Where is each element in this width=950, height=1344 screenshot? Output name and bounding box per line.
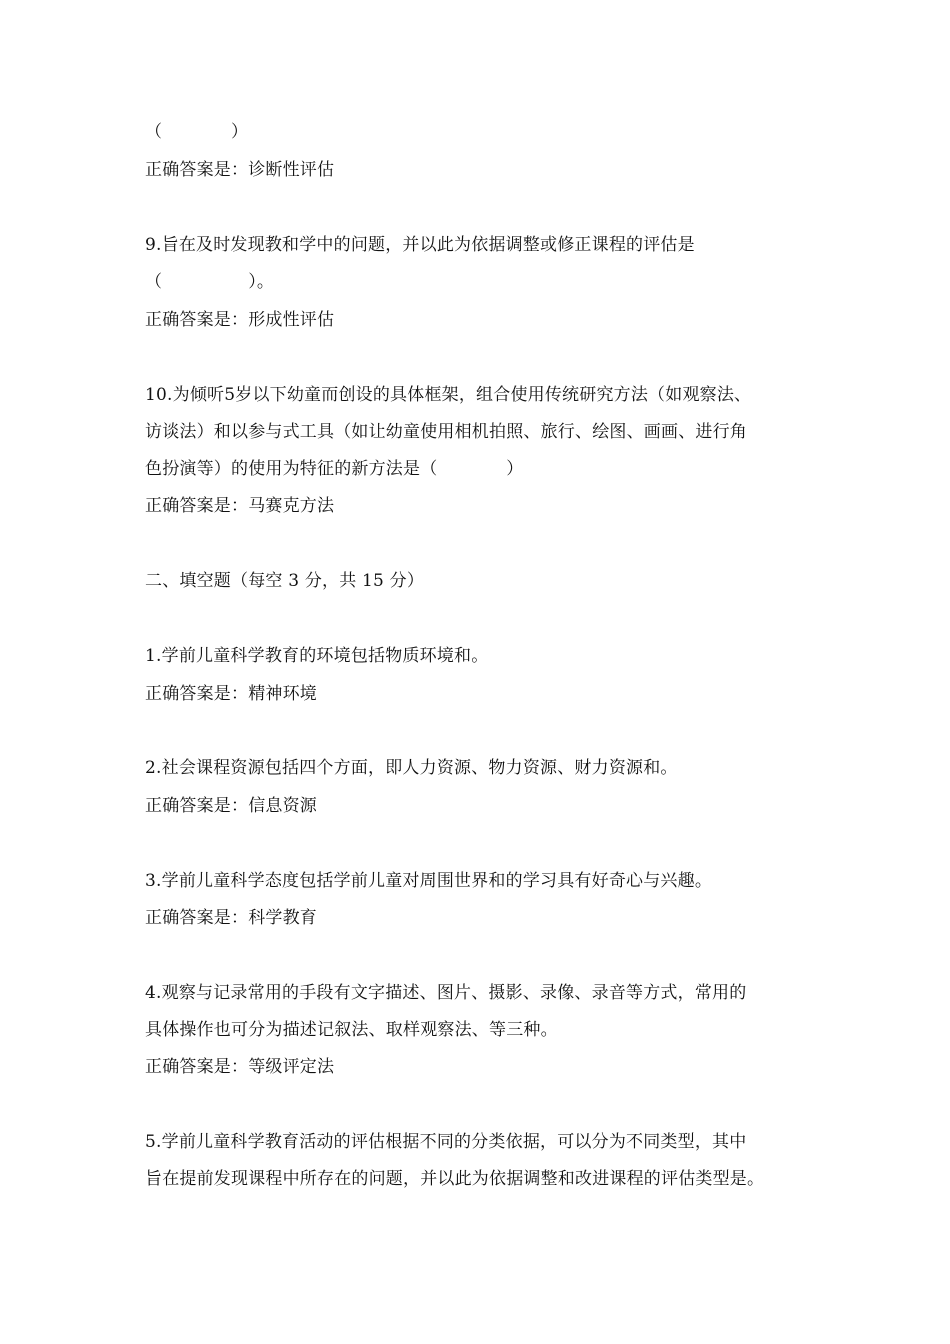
q10-text-line1: 10.为倾听5岁以下幼童而创设的具体框架，组合使用传统研究方法（如观察法、 — [145, 385, 752, 405]
q9-text-line2: （ ）。 — [145, 272, 275, 292]
fill5-text-line1: 5.学前儿童科学教育活动的评估根据不同的分类依据，可以分为不同类型，其中 — [145, 1132, 747, 1152]
fill3-text: 3.学前儿童科学态度包括学前儿童对周围世界和的学习具有好奇心与兴趣。 — [145, 871, 713, 891]
fill4-text-line2: 具体操作也可分为描述记叙法、取样观察法、等三种。 — [145, 1020, 558, 1040]
fill2-text: 2.社会课程资源包括四个方面，即人力资源、物力资源、财力资源和。 — [145, 758, 678, 778]
fill1-answer: 正确答案是：精神环境 — [145, 684, 317, 704]
section-heading: 二、填空题（每空 3 分，共 15 分） — [145, 571, 425, 591]
fill1-text: 1.学前儿童科学教育的环境包括物质环境和。 — [145, 646, 489, 666]
q10-text-line3: 色扮演等）的使用为特征的新方法是（ ） — [145, 459, 524, 479]
q10-answer: 正确答案是：马赛克方法 — [145, 496, 335, 516]
q8-answer: 正确答案是：诊断性评估 — [145, 160, 335, 180]
fill5-text-line2: 旨在提前发现课程中所存在的问题，并以此为依据调整和改进课程的评估类型是。 — [145, 1169, 765, 1189]
fill4-text-line1: 4.观察与记录常用的手段有文字描述、图片、摄影、录像、录音等方式，常用的 — [145, 983, 747, 1003]
q9-answer: 正确答案是：形成性评估 — [145, 310, 335, 330]
q9-text-line1: 9.旨在及时发现教和学中的问题，并以此为依据调整或修正课程的评估是 — [145, 235, 695, 255]
fill3-answer: 正确答案是：科学教育 — [145, 908, 317, 928]
fill4-answer: 正确答案是：等级评定法 — [145, 1057, 335, 1077]
fill2-answer: 正确答案是：信息资源 — [145, 796, 317, 816]
q8-blank: （ ） — [145, 122, 249, 142]
q10-text-line2: 访谈法）和以参与式工具（如让幼童使用相机拍照、旅行、绘图、画画、进行角 — [145, 422, 747, 442]
